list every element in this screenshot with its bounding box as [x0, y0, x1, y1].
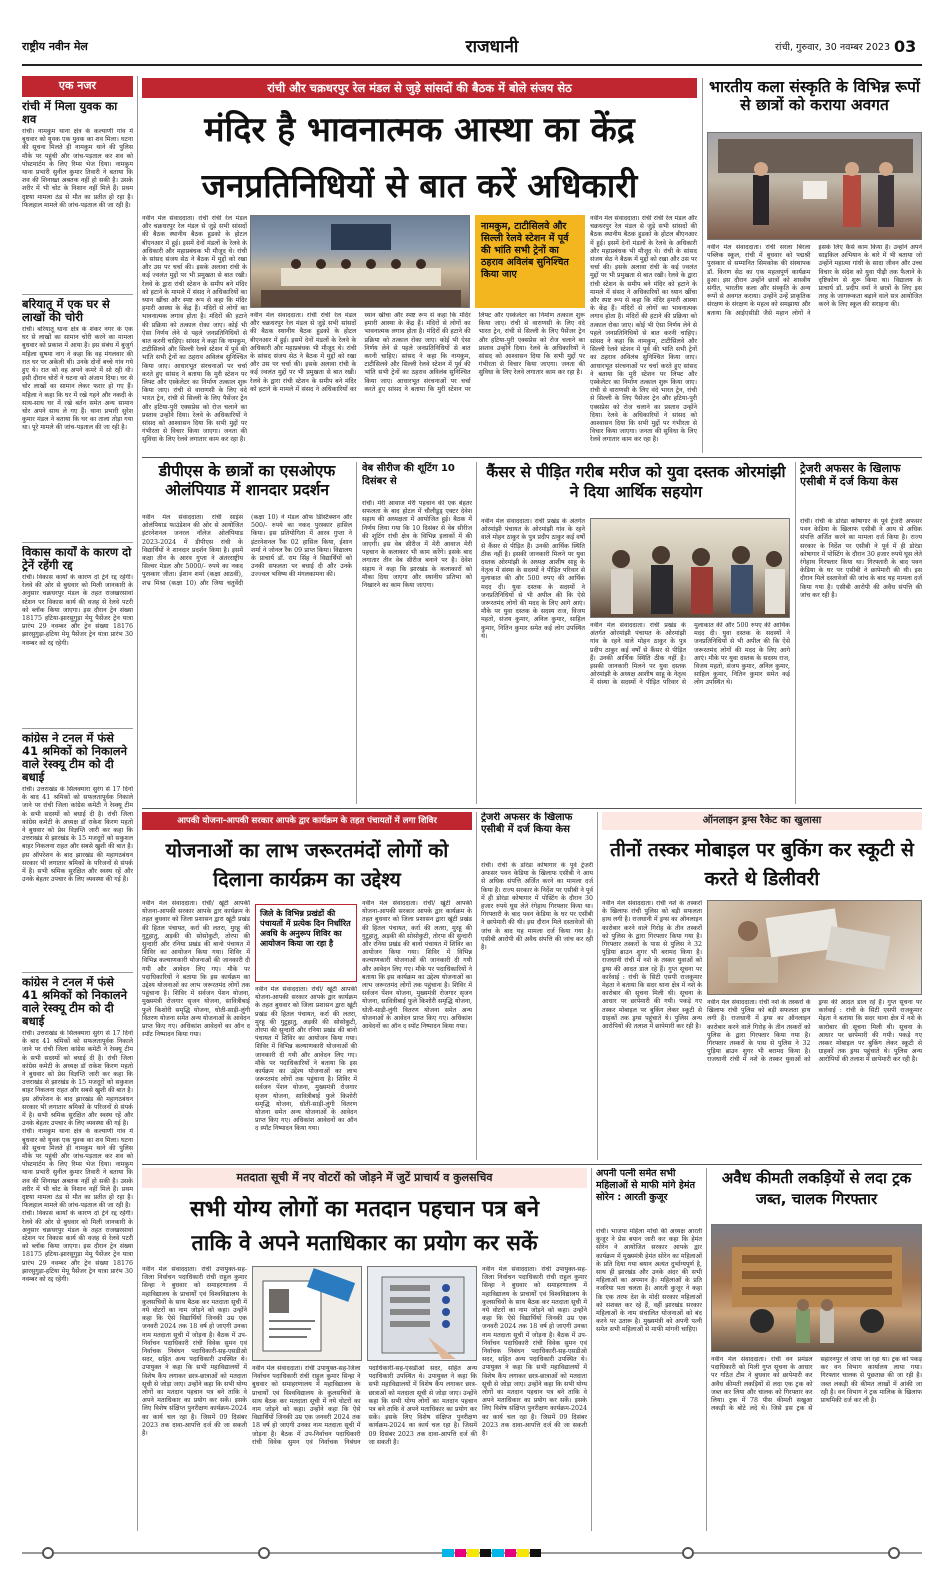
sidebar-item-body: रांची। बरियातू थाना क्षेत्र के शंकर नगर के एक घर से लाखों का सामान चोरी करने का मामला बुधवार को प्रकाश में आया है। इस संबंध में बुजुर्ग महिला सुषमा नाग ने कहा कि वह मंगलवार की रात घर पर अकेली थी। उनके दोनों बच्चे गांव गये हुए थे। रात को वह अपने कमरे में सो रही थी। इसी दौरान चोरों ने घटना को अंजाम दिया। घर से चोर लाखों का सामान लेकर फरार हो गए हैं। महिला ने कहा कि घर में रखे गहने और नकदी के साथ-साथ घर में रखे बर्तन समेत अन्य सामान चोर अपने साथ ले गए हैं। थाना प्रभारी सुरेश कुमार मंडल ने बताया कि घर का ताला तोड़ा गया था। पूरे मामले की जांच-पड़ताल की जा रही है।: [22, 326, 133, 432]
sidebar-item-body: रांची। नामकुम थाना क्षेत्र के कल्याणी गांव में बुधवार को युवक एक युवक का शव मिला। घटना की सूचना मिलते ही नामकुम थाने की पुलिस मौके पर पहुंची और जांच-पड़ताल कर शव को पोस्टमार्टम के लिए रिम्स भेज दिया। नामकुम थाना प्रभारी सुनील कुमार तिवारी ने बताया कि शव की शिनाख्त अबतक नहीं हो सकी है। उसके शरीर में भी चोट के निशान नहीं मिले हैं। प्रथम दृष्टया मामला ठंड से मौत का प्रतीत हो रहा है। फिलहाल मामले की जांच-पड़ताल की जा रही है।: [22, 128, 133, 209]
drug-headline: तीनों तस्कर मोबाइल पर बुकिंग कर स्कूटी से करते थे डिलीवरी: [610, 839, 914, 890]
art-headline: भारतीय कला संस्कृति के विभिन्न रूपों से छात्रों को कराया अवगत: [709, 78, 920, 114]
web-series-body: रांची। मेरी आवाज मेरी पहचान की एक बेहतर सफलता के बाद होटल में चौलीडूड् एक्टर देवेश सहाय की अध्यक्षता में आयोजित हुई। बैठक में निर्णय लिया गया कि 10 दिसंबर से वेब सीरीज की शूटिंग रांची क्षेत्र के विभिन्न इलाकों में की जाएगी। इस वेब सीरीज में मेरी आवाज मेरी पहचान के कलाकार भी काम करेंगे। इसके बाद लगातार तीन वेब सीरीज बनाने पर है। देवेश सहाय ने कहा कि झारखंड के कलाकारों को मौका दिया जाएगा और स्थानीय प्रतिभा को निखारने का काम किया जाएगा।: [362, 500, 472, 590]
voter-kicker: मतदाता सूची में नए वोटरों को जोड़ने में जुटें प्राचार्य व कुलसचिव: [142, 1168, 587, 1188]
color-swatch: [492, 1549, 504, 1557]
scheme-pull-quote: जिले के विभिन्न प्रखंडों की पंचायतों में प्रत्येक दिन निर्धारित अवधि के अनुरूप शिविर का आयोजन किया जा रहा है: [255, 904, 357, 982]
color-swatch: [480, 1549, 492, 1557]
dps-headline: डीपीएस के छात्रों का एसओएफ ओलंपियाड में शानदार प्रदर्शन: [158, 462, 336, 499]
masthead-rule: [22, 64, 922, 66]
registration-mark: [42, 1547, 54, 1559]
color-swatch: [505, 1549, 517, 1557]
treasury-body-repeat: रांची। रांची के डोरंडा कोषागार के पूर्व ट्रेजरी अफसर पवन केडिया के खिलाफ एसीबी ने आय से अधिक संपत्ति अर्जित करने का मामला दर्ज किया है। राज्य सरकार के निर्देश पर एसीबी ने पूर्व में ही डोरंडा कोषागार में पोस्टिंग के दौरान 30 हजार रुपये घूस लेते रंगेहाथ गिरफ्तार किया था। गिरफ्तारी के बाद पवन केडिया के घर पर एसीबी ने छापेमारी की थी। इस दौरान मिले दस्तावेजों की जांच के बाद यह मामला दर्ज किया गया है। एसीबी आरोपी की अवैध संपत्ति की जांच कर रही है।: [481, 862, 593, 952]
scheme-body-col3: नवीन मेल संवाददाता। रांची/ खूंटी आपकी योजना-आपकी सरकार आपके द्वार कार्यक्रम के तहत बुधवार को जिला प्रशासन द्वारा खूंटी प्रखंड की हितल पंचायत, कर्रा की लतरा, मुरहू की गुटुहातु, अड़की की सोसोकुटी, तोरपा की सुन्दारी और रनिया प्रखंड की बानो पंचायत में शिविर का आयोजन किया गया। शिविर में विभिन्न कल्याणकारी योजनाओं की जानकारी दी गयी और आवेदन लिए गए। मौके पर पदाधिकारियों ने बताया कि इस कार्यक्रम का उद्देश्य योजनाओं का लाभ जरूरतमंद लोगों तक पहुंचाना है। शिविर में सर्वजन पेंशन योजना, मुख्यमंत्री रोजगार सृजन योजना, सावित्रीबाई फुले किशोरी समृद्धि योजना, धोती-साड़ी-लुंगी वितरण योजना समेत अन्य योजनाओं के आवेदन प्राप्त किए गए। अधिकांश आवेदनों का ऑन द स्पॉट निष्पादन किया गया।: [362, 900, 472, 1031]
scheme-kicker: आपकी योजना-आपकी सरकार आपके द्वार कार्यक्रम के तहत पंचायतों में लगा शिविर: [142, 812, 472, 830]
sidebar: [22, 76, 133, 1531]
voting-machine-illustration: [368, 1267, 477, 1361]
registration-mark: [888, 1547, 900, 1559]
registration-mark: [682, 1547, 694, 1559]
art-event-illustration: [708, 133, 922, 240]
voter-headline-line1: सभी योग्य लोगों का मतदान पहचान पत्र बने: [189, 1197, 540, 1222]
lead-body-col1: नवीन मेल संवाददाता। रांची रांची रेल मंडल और चक्रधरपुर रेल मंडल से जुड़े सभी सांसदों की बैठक स्थानीय बैठक हुडको के होटल बीएनआर में हुई। इसमें देनों मंडलों के रेलवे के अधिकारी और महाप्रबंधक भी मौजूद थे। रांची के सांसद संजय सेठ ने बैठक में मुद्दों को रखा और उस पर चर्चा की। इसके अलावा रांची के कई ज्वलंत मुद्दों पर भी प्रमुखता से बात रखी। रेलवे के द्वारा रांची स्टेशन के समीप बने मंदिर को हटाने के मामले में संसद ने अधिकारियों का ध्यान खींचा और स्पष्ट रूप से कहा कि मंदिर हमारी आस्था के केंद्र हैं। मंदिरों से लोगों का भावनात्मक लगाव होता है। मंदिरों की हटाने की प्रक्रिया को तत्काल रोका जाए। कोई भी ऐसा निर्णय लेने से पहले जनप्रतिनिधियों से बात करनी चाहिए। सांसद ने कहा कि नामकुम, टाटीसिलवे और सिल्ली रेलवे स्टेशन में पूर्व की भांति सभी ट्रेनों का ठहराव अविलंब सुनिश्चित किया जाए। आधारभूत संरचनाओं पर चर्चा करते हुए सांसद ने बताया कि मुरी स्टेशन पर लिफ्ट और एस्केलेटर का निर्माण तत्काल शुरू किया जाए। रांची से वाराणसी के लिए वंदे भारत ट्रेन, रांची से सिल्ली के लिए पैसेंजर ट्रेन और हटिया-पुरी एक्सप्रेस को रोज चलाने का प्रस्ताव उन्होंने दिया। रेलवे के अधिकारियों ने सांसद को आश्वासन दिया कि सभी मुद्दों पर गंभीरता से विचार किया जाएगा। जनता की सुविधा के लिए रेलवे लगातार काम कर रहा है।: [142, 215, 247, 444]
voting-machine-graphic: [367, 1266, 477, 1361]
lead-body-col5: नवीन मेल संवाददाता। रांची रांची रेल मंडल और चक्रधरपुर रेल मंडल से जुड़े सभी सांसदों की बैठक स्थानीय बैठक हुडको के होटल बीएनआर में हुई। इसमें देनों मंडलों के रेलवे के अधिकारी और महाप्रबंधक भी मौजूद थे। रांची के सांसद संजय सेठ ने बैठक में मुद्दों को रखा और उस पर चर्चा की। इसके अलावा रांची के कई ज्वलंत मुद्दों पर भी प्रमुखता से बात रखी। रेलवे के द्वारा रांची स्टेशन के समीप बने मंदिर को हटाने के मामले में संसद ने अधिकारियों का ध्यान खींचा और स्पष्ट रूप से कहा कि मंदिर हमारी आस्था के केंद्र हैं। मंदिरों से लोगों का भावनात्मक लगाव होता है। मंदिरों की हटाने की प्रक्रिया को तत्काल रोका जाए। कोई भी ऐसा निर्णय लेने से पहले जनप्रतिनिधियों से बात करनी चाहिए। सांसद ने कहा कि नामकुम, टाटीसिलवे और सिल्ली रेलवे स्टेशन में पूर्व की भांति सभी ट्रेनों का ठहराव अविलंब सुनिश्चित किया जाए। आधारभूत संरचनाओं पर चर्चा करते हुए सांसद ने बताया कि मुरी स्टेशन पर लिफ्ट और एस्केलेटर का निर्माण तत्काल शुरू किया जाए। रांची से वाराणसी के लिए वंदे भारत ट्रेन, रांची से सिल्ली के लिए पैसेंजर ट्रेन और हटिया-पुरी एक्सप्रेस को रोज चलाने का प्रस्ताव उन्होंने दिया। रेलवे के अधिकारियों ने सांसद को आश्वासन दिया कि सभी मुद्दों पर गंभीरता से विचार किया जाएगा। जनता की सुविधा के लिए रेलवे लगातार काम कर रहा है।: [590, 215, 697, 444]
dateline: रांची, गुरुवार, 30 नवम्बर 2023: [775, 42, 890, 53]
sidebar-item-headline: कांग्रेस ने टनल में फंसे 41 श्रमिकों को निकालने वाले रेस्क्यू टीम को दी बधाई: [22, 732, 127, 784]
women-headline: अपनी पत्नी समेत सभी महिलाओं से माफी मांगे हेमंत सोरेन : आरती कुजूर: [596, 1168, 696, 1203]
sidebar-item: [22, 732, 133, 968]
color-swatch: [467, 1549, 479, 1557]
timber-headline: अवैध कीमती लकड़ियों से लदा ट्रक जब्त, चालक गिरफ्तार: [721, 1169, 912, 1208]
meeting-photo: [250, 215, 470, 308]
sidebar-item-headline: रांची में मिला युवक का शव: [22, 100, 118, 126]
sidebar-item-body: रांची। विकास कार्यों के कारण दो ट्रेनें रद्द रहेंगी। रेलवे की ओर से बुधवार को मिली जानकारी के अनुसार चक्रधरपुर मंडल के तहत राजखरसावां स्टेशन पर विकास कार्य की वजह से रेलवे पटरी को ब्लॉक किया जाएगा। इस दौरान ट्रेन संख्या 18175 हटिया-झारसुगुड़ा मेमू पैसेंजर ट्रेन यात्रा प्रारंभ 29 नवम्बर और ट्रेन संख्या 18176 झारसुगुड़ा-हटिया मेमू पैसेंजर ट्रेन यात्रा प्रारंभ 30 नवम्बर को रद्द रहेगी।: [22, 1210, 133, 1284]
voter-id-card-graphic: [252, 1266, 362, 1361]
timber-body: नवीन मेल संवाददाता। रांची वन प्रमंडल पदाधिकारी को मिली गुप्त सूचना के आधार पर गठित टीम ने बुधवार को छापेमारी कर अवैध कीमती लकड़ियों से लदा एक ट्रक को जब्त कर लिया और चालक को गिरफ्तार कर लिया। ट्रक में 78 पीस कीमती सखुआ लकड़ी के बोटे लदे थे। जिसे इस ट्रक से सहारनपुर ले जाया जा रहा था। ट्रक को पकड़ कर वन विभाग कार्यालय लाया गया। गिरफ्तार चालक से पूछताछ की जा रही है। जब्त लकड़ी की कीमत लाखों में आंकी जा रही है। वन विभाग ने ट्रक मालिक के खिलाफ प्राथमिकी दर्ज कर ली है।: [711, 1356, 922, 1413]
web-series-headline: वेब सीरीज की शूटिंग 10 दिसंबर से: [362, 463, 455, 487]
sidebar-item-body: रांची। उत्तराखंड के सिलक्यारा सुरंग से 17 दिनों के बाद 41 श्रमिकों को सफलतापूर्वक निकाले जाने पर रांची जिला कांग्रेस कमेटी ने रेस्क्यू टीम के सभी सदस्यों को बधाई दी है। रांची जिला कांग्रेस कमेटी के अध्यक्ष डॉ राकेश किरण महतो ने बुधवार को प्रेस विज्ञप्ति जारी कर कहा कि उत्तराखंड से झारखंड के 15 मजदूरों को सकुशल बाहर निकलना राहत और सबसे खुशी की बात है। इस ऑपरेशन के बाद झारखंड की महागठबंधन सरकार भी लगातार श्रमिकों के परिजनों से संपर्क में है। सभी श्रमिक सुरक्षित और स्वस्थ रहें और उनके बेहतर उपचार के लिए व्यवस्था की गई है।: [22, 1030, 133, 1128]
sidebar-item-headline: कांग्रेस ने टनल में फंसे 41 श्रमिकों को निकालने वाले रेस्क्यू टीम को दी बधाई: [22, 976, 127, 1028]
voter-body-col1: नवीन मेल संवाददाता। रांची उपायुक्त-सह-जिला निर्वाचन पदाधिकारी रांची राहुल कुमार सिन्हा ने बुधवार को समाहरणालय में महाविद्यालय के प्राचार्यों एवं विश्वविद्यालय के कुलसचिवों के साथ बैठक कर मतदाता सूची में नये वोटरों का नाम जोड़ने को कहा। उन्होंने कहा कि ऐसे विद्यार्थियों जिनकी उम्र एक जनवरी 2024 तक 18 वर्ष हो जाएगी उनका नाम मतदाता सूची में जोड़ना है। बैठक में उप-निर्वाचन पदाधिकारी रांची विवेक सुमन एवं निर्वाचक निबंधन पदाधिकारी-सह-एसडीओ सदर, सहित अन्य पदाधिकारी उपस्थित थे। उपायुक्त ने कहा कि सभी महाविद्यालयों में विशेष कैंप लगाकर छात्र-छात्राओं को मतदाता सूची से जोड़ा जाए। उन्होंने कहा कि सभी योग्य लोगों का मतदान पहचान पत्र बने ताकि वे अपने मताधिकार का प्रयोग कर सकें। इसके लिए विशेष संक्षिप्त पुनरीक्षण कार्यक्रम-2024 का कार्य चल रहा है। जिसमें 09 दिसंबर 2023 तक दावा-आपत्ति दर्ज की जा सकती है।: [142, 1266, 247, 1438]
cancer-aid-photo: [590, 518, 790, 618]
sidebar-item-body: रांची। उत्तराखंड के सिलक्यारा सुरंग से 17 दिनों के बाद 41 श्रमिकों को सफलतापूर्वक निकाले जाने पर रांची जिला कांग्रेस कमेटी ने रेस्क्यू टीम के सभी सदस्यों को बधाई दी है। रांची जिला कांग्रेस कमेटी के अध्यक्ष डॉ राकेश किरण महतो ने बुधवार को प्रेस विज्ञप्ति जारी कर कहा कि उत्तराखंड से झारखंड के 15 मजदूरों को सकुशल बाहर निकलना राहत और सबसे खुशी की बात है। इस ऑपरेशन के बाद झारखंड की महागठबंधन सरकार भी लगातार श्रमिकों के परिजनों से संपर्क में है। सभी श्रमिक सुरक्षित और स्वस्थ रहें और उनके बेहतर उपचार के लिए व्यवस्था की गई है।: [22, 786, 133, 884]
seized-drugs-photo: [707, 900, 922, 995]
sidebar-label: एक नजर: [22, 76, 133, 96]
cancer-headline: कैंसर से पीड़ित गरीब मरीज को युवा दस्तक ओरमांझी ने दिया आर्थिक सहयोग: [486, 463, 786, 501]
paper-logo: राष्ट्रीय नवीन मेल: [22, 40, 88, 53]
treasury-headline-repeat: ट्रेजरी अफसर के खिलाफ एसीबी में दर्ज किया केस: [481, 812, 573, 835]
seized-truck-photo: [711, 1224, 922, 1352]
treasury-headline: ट्रेजरी अफसर के खिलाफ एसीबी में दर्ज किया केस: [800, 462, 901, 488]
voter-id-card-illustration: [253, 1267, 362, 1361]
page-number: 03: [894, 37, 917, 56]
cancer-aid-illustration: [591, 519, 790, 618]
voter-body-col4: नवीन मेल संवाददाता। रांची उपायुक्त-सह-जिला निर्वाचन पदाधिकारी रांची राहुल कुमार सिन्हा ने बुधवार को समाहरणालय में महाविद्यालय के प्राचार्यों एवं विश्वविद्यालय के कुलसचिवों के साथ बैठक कर मतदाता सूची में नये वोटरों का नाम जोड़ने को कहा। उन्होंने कहा कि ऐसे विद्यार्थियों जिनकी उम्र एक जनवरी 2024 तक 18 वर्ष हो जाएगी उनका नाम मतदाता सूची में जोड़ना है। बैठक में उप-निर्वाचन पदाधिकारी रांची विवेक सुमन एवं निर्वाचक निबंधन पदाधिकारी-सह-एसडीओ सदर, सहित अन्य पदाधिकारी उपस्थित थे। उपायुक्त ने कहा कि सभी महाविद्यालयों में विशेष कैंप लगाकर छात्र-छात्राओं को मतदाता सूची से जोड़ा जाए। उन्होंने कहा कि सभी योग्य लोगों का मतदान पहचान पत्र बने ताकि वे अपने मताधिकार का प्रयोग कर सकें। इसके लिए विशेष संक्षिप्त पुनरीक्षण कार्यक्रम-2024 का कार्य चल रहा है। जिसमें 09 दिसंबर 2023 तक दावा-आपत्ति दर्ज की जा सकती है।: [482, 1266, 587, 1438]
art-body: नवीन मेल संवाददाता। रांची सरला बिरला पब्लिक स्कूल, रांची में बुधवार को पद्मश्री पुरस्कार से सम्मानित सिमकोक की संस्थापक डॉ. किरण सेठ का एक महत्वपूर्ण कार्यक्रम हुआ। इस दौरान उन्होंने छात्रों को शास्त्रीय संगीत, भारतीय कला और संस्कृति के अन्य रूपों से अवगत कराया। उन्होंने उन्हें प्राकृतिक संरक्षण के संरक्षण के महत्व को समझाया और बताया कि आईएसीडी जैसे महान लोगों ने इसके लिए कैसे काम किया है। उन्होंने अपने साइकिल अभियान के बारे में भी बताया जो उन्होंने महात्मा गांधी के सादा जीवन और उच्च विचार के संदेश को युवा पीढ़ी तक फैलाने के दृष्टिकोण से शुरू किया था। विद्यालय के प्राचार्य डॉ. प्रदीप वर्मा ने छात्रों के लिए इस तरह के जागरूकता बढ़ाने वाले सत्र आयोजित करने के लिए स्कूल की सराहना की।: [707, 244, 922, 317]
drug-kicker: ऑनलाइन ड्रग्स रैकेट का खुलासा: [602, 812, 922, 830]
lead-headline-line1: मंदिर है भावनात्मक आस्था का केंद्र: [204, 110, 635, 150]
section-title: राजधानी: [465, 37, 519, 57]
scheme-body-col1: नवीन मेल संवाददाता। रांची/ खूंटी आपकी योजना-आपकी सरकार आपके द्वार कार्यक्रम के तहत बुधवार को जिला प्रशासन द्वारा खूंटी प्रखंड की हितल पंचायत, कर्रा की लतरा, मुरहू की गुटुहातु, अड़की की सोसोकुटी, तोरपा की सुन्दारी और रनिया प्रखंड की बानो पंचायत में शिविर का आयोजन किया गया। शिविर में विभिन्न कल्याणकारी योजनाओं की जानकारी दी गयी और आवेदन लिए गए। मौके पर पदाधिकारियों ने बताया कि इस कार्यक्रम का उद्देश्य योजनाओं का लाभ जरूरतमंद लोगों तक पहुंचाना है। शिविर में सर्वजन पेंशन योजना, मुख्यमंत्री रोजगार सृजन योजना, सावित्रीबाई फुले किशोरी समृद्धि योजना, धोती-साड़ी-लुंगी वितरण योजना समेत अन्य योजनाओं के आवेदन प्राप्त किए गए। अधिकांश आवेदनों का ऑन द स्पॉट निष्पादन किया गया।: [142, 900, 250, 1039]
sidebar-item: [22, 546, 133, 724]
lead-kicker: रांची और चक्रधरपुर रेल मंडल से जुड़े सांसदों की बैठक में बोले संजय सेठ: [142, 78, 697, 98]
color-swatch: [442, 1549, 454, 1557]
sidebar-item: [22, 100, 133, 290]
art-event-photo: [707, 132, 922, 240]
sidebar-item: [22, 298, 133, 538]
women-body: रांची। भाजपा महिला मोर्चा की अध्यक्ष आरती कुजूर ने प्रेस बयान जारी कर कहा कि हेमंत सोरेन ने आयोजित सरकार आपके द्वार कार्यक्रम में मुख्यमंत्री हेमंत सोरेन का महिलाओं के प्रति दिया गया बयान अत्यंत दुर्भाग्यपूर्ण है, साथ ही झारखंड और उनके अंदर की सभी महिलाओं का अपमान है। महिलाओं के प्रति नजरिया पता चलता है। आरती कुजूर ने कहा कि एक तरफ देश के मोदी सरकार महिलाओं को सशक्त कर रहे हैं, वहीं झारखंड सरकार महिलाओं के नाम संचालित योजनाओं को बंद करने पर उतारू है। मुख्यमंत्री को अपनी पत्नी समेत सभी महिलाओं से माफी मांगनी चाहिए।: [596, 1228, 702, 1334]
scheme-headline: योजनाओं का लाभ जरूरतमंदों लोगों को दिलाना कार्यक्रम का उद्देश्य: [165, 839, 449, 891]
lead-body-lower: नवीन मेल संवाददाता। रांची रांची रेल मंडल और चक्रधरपुर रेल मंडल से जुड़े सभी सांसदों की बैठक स्थानीय बैठक हुडको के होटल बीएनआर में हुई। इसमें देनों मंडलों के रेलवे के अधिकारी और महाप्रबंधक भी मौजूद थे। रांची के सांसद संजय सेठ ने बैठक में मुद्दों को रखा और उस पर चर्चा की। इसके अलावा रांची के कई ज्वलंत मुद्दों पर भी प्रमुखता से बात रखी। रेलवे के द्वारा रांची स्टेशन के समीप बने मंदिर को हटाने के मामले में संसद ने अधिकारियों का ध्यान खींचा और स्पष्ट रूप से कहा कि मंदिर हमारी आस्था के केंद्र हैं। मंदिरों से लोगों का भावनात्मक लगाव होता है। मंदिरों की हटाने की प्रक्रिया को तत्काल रोका जाए। कोई भी ऐसा निर्णय लेने से पहले जनप्रतिनिधियों से बात करनी चाहिए। सांसद ने कहा कि नामकुम, टाटीसिलवे और सिल्ली रेलवे स्टेशन में पूर्व की भांति सभी ट्रेनों का ठहराव अविलंब सुनिश्चित किया जाए। आधारभूत संरचनाओं पर चर्चा करते हुए सांसद ने बताया कि मुरी स्टेशन पर लिफ्ट और एस्केलेटर का निर्माण तत्काल शुरू किया जाए। रांची से वाराणसी के लिए वंदे भारत ट्रेन, रांची से सिल्ली के लिए पैसेंजर ट्रेन और हटिया-पुरी एक्सप्रेस को रोज चलाने का प्रस्ताव उन्होंने दिया। रेलवे के अधिकारियों ने सांसद को आश्वासन दिया कि सभी मुद्दों पर गंभीरता से विचार किया जाएगा। जनता की सुविधा के लिए रेलवे लगातार काम कर रहा है।: [250, 312, 585, 393]
voter-body-lower: नवीन मेल संवाददाता। रांची उपायुक्त-सह-जिला निर्वाचन पदाधिकारी रांची राहुल कुमार सिन्हा ने बुधवार को समाहरणालय में महाविद्यालय के प्राचार्यों एवं विश्वविद्यालय के कुलसचिवों के साथ बैठक कर मतदाता सूची में नये वोटरों का नाम जोड़ने को कहा। उन्होंने कहा कि ऐसे विद्यार्थियों जिनकी उम्र एक जनवरी 2024 तक 18 वर्ष हो जाएगी उनका नाम मतदाता सूची में जोड़ना है। बैठक में उप-निर्वाचन पदाधिकारी रांची विवेक सुमन एवं निर्वाचक निबंधन पदाधिकारी-सह-एसडीओ सदर, सहित अन्य पदाधिकारी उपस्थित थे। उपायुक्त ने कहा कि सभी महाविद्यालयों में विशेष कैंप लगाकर छात्र-छात्राओं को मतदाता सूची से जोड़ा जाए। उन्होंने कहा कि सभी योग्य लोगों का मतदान पहचान पत्र बने ताकि वे अपने मताधिकार का प्रयोग कर सकें। इसके लिए विशेष संक्षिप्त पुनरीक्षण कार्यक्रम-2024 का कार्य चल रहा है। जिसमें 09 दिसंबर 2023 तक दावा-आपत्ति दर्ज की जा सकती है।: [252, 1365, 477, 1446]
sidebar-item-headline: बरियातू में एक घर से लाखों की चोरी: [22, 298, 110, 324]
color-swatch: [530, 1549, 542, 1557]
sidebar-item-body: रांची। विकास कार्यों के कारण दो ट्रेनें रद्द रहेंगी। रेलवे की ओर से बुधवार को मिली जानकारी के अनुसार चक्रधरपुर मंडल के तहत राजखरसावां स्टेशन पर विकास कार्य की वजह से रेलवे पटरी को ब्लॉक किया जाएगा। इस दौरान ट्रेन संख्या 18175 हटिया-झारसुगुड़ा मेमू पैसेंजर ट्रेन यात्रा प्रारंभ 29 नवम्बर और ट्रेन संख्या 18176 झारसुगुड़ा-हटिया मेमू पैसेंजर ट्रेन यात्रा प्रारंभ 30 नवम्बर को रद्द रहेगी।: [22, 574, 133, 647]
sidebar-item-headline: विकास कार्यों के कारण दो ट्रेनें रहेंगी रद्द: [22, 546, 132, 572]
registration-mark: [258, 1547, 270, 1559]
sidebar-item-body: रांची। नामकुम थाना क्षेत्र के कल्याणी गांव में बुधवार को युवक एक युवक का शव मिला। घटना की सूचना मिलते ही नामकुम थाने की पुलिस मौके पर पहुंची और जांच-पड़ताल कर शव को पोस्टमार्टम के लिए रिम्स भेज दिया। नामकुम थाना प्रभारी सुनील कुमार तिवारी ने बताया कि शव की शिनाख्त अबतक नहीं हो सकी है। उसके शरीर में भी चोट के निशान नहीं मिले हैं। प्रथम दृष्टया मामला ठंड से मौत का प्रतीत हो रहा है। फिलहाल मामले की जांच-पड़ताल की जा रही है।: [22, 1128, 133, 1210]
cancer-body-col1: नवीन मेल संवाददाता। रांची प्रखंड के अंतर्गत ओरमांझी पंचायत के ओरमांझी गांव के रहने वाले मोहन ठाकुर के पुत्र प्रदीप ठाकुर कई वर्षों से कैंसर से पीड़ित हैं। उनकी आर्थिक स्थिति ठीक नहीं है। इसकी जानकारी मिलने पर युवा दस्तक ओरमांझी के अध्यक्ष आशीष साहू के नेतृत्व में संस्था के सदस्यों ने पीड़ित परिवार से मुलाकात की और 500 रुपए की आर्थिक मदद दी। युवा दस्तक के सदस्यों ने जनप्रतिनिधियों से भी अपील की कि ऐसे जरूरतमंद लोगों की मदद के लिए आगे आएं। मौके पर युवा दस्तक के सदस्य राज, विजय महतो, संजय कुमार, अनिल कुमार, साहिल कुमार, नितिन कुमार समेत कई लोग उपस्थित थे।: [481, 518, 585, 640]
masthead: [22, 30, 922, 70]
voter-headline-line2: ताकि वे अपने मताधिकार का प्रयोग कर सकें: [191, 1231, 538, 1256]
color-swatches: [442, 1549, 542, 1557]
seized-truck-illustration: [712, 1225, 922, 1352]
seized-drugs-illustration: [708, 901, 922, 995]
footer-registration-bar: [22, 1543, 922, 1563]
meeting-photo-illustration: [251, 216, 470, 308]
drug-body-lower: नवीन मेल संवाददाता। रांची नशे के तस्करों के खिलाफ रांची पुलिस को बड़ी सफलता हाथ लगी है। राजधानी में ड्रग्स का ऑनलाइन कारोबार करने वाले गिरोह के तीन तस्करों को पुलिस के द्वारा गिरफ्तार किया गया है। गिरफ्तार तस्करों के पास से पुलिस ने 32 पुड़िया ब्राउन शुगर भी बरामद किया है। राजधानी रांची में नशे के तस्कर युवाओं को ड्रग्स की आदत डाल रहे हैं। गुप्त सूचना पर कार्रवाई : रांची के सिटी एसपी राजकुमार मेहता ने बताया कि सदर थाना क्षेत्र में नशे के कारोबार की सूचना मिली थी। सूचना के आधार पर छापेमारी की गयी। पकड़े गए तस्कर मोबाइल पर बुकिंग लेकर स्कूटी से ग्राहकों तक ड्रग्स पहुंचाते थे। पुलिस अन्य आरोपियों की तलाश में छापेमारी कर रही है।: [707, 999, 922, 1064]
drug-body-col1: नवीन मेल संवाददाता। रांची नशे के तस्करों के खिलाफ रांची पुलिस को बड़ी सफलता हाथ लगी है। राजधानी में ड्रग्स का ऑनलाइन कारोबार करने वाले गिरोह के तीन तस्करों को पुलिस के द्वारा गिरफ्तार किया गया है। गिरफ्तार तस्करों के पास से पुलिस ने 32 पुड़िया ब्राउन शुगर भी बरामद किया है। राजधानी रांची में नशे के तस्कर युवाओं को ड्रग्स की आदत डाल रहे हैं। गुप्त सूचना पर कार्रवाई : रांची के सिटी एसपी राजकुमार मेहता ने बताया कि सदर थाना क्षेत्र में नशे के कारोबार की सूचना मिली थी। सूचना के आधार पर छापेमारी की गयी। पकड़े गए तस्कर मोबाइल पर बुकिंग लेकर स्कूटी से ग्राहकों तक ड्रग्स पहुंचाते थे। पुलिस अन्य आरोपियों की तलाश में छापेमारी कर रही है।: [602, 900, 702, 1031]
cancer-body-lower: नवीन मेल संवाददाता। रांची प्रखंड के अंतर्गत ओरमांझी पंचायत के ओरमांझी गांव के रहने वाले मोहन ठाकुर के पुत्र प्रदीप ठाकुर कई वर्षों से कैंसर से पीड़ित हैं। उनकी आर्थिक स्थिति ठीक नहीं है। इसकी जानकारी मिलने पर युवा दस्तक ओरमांझी के अध्यक्ष आशीष साहू के नेतृत्व में संस्था के सदस्यों ने पीड़ित परिवार से मुलाकात की और 500 रुपए की आर्थिक मदद दी। युवा दस्तक के सदस्यों ने जनप्रतिनिधियों से भी अपील की कि ऐसे जरूरतमंद लोगों की मदद के लिए आगे आएं। मौके पर युवा दस्तक के सदस्य राज, विजय महतो, संजय कुमार, अनिल कुमार, साहिल कुमार, नितिन कुमार समेत कई लोग उपस्थित थे।: [590, 622, 790, 687]
dps-body: नवीन मेल संवाददाता। रांची साइंस ओलंपियाड फाउंडेशन की ओर से आयोजित इंटरनेशनल जनरल नॉलेज ओलंपियाड 2023-2024 में डीपीएस रांची के विद्यार्थियों ने शानदार प्रदर्शन किया है। इसमें कक्षा तीन के आरव गुप्ता ने अंतरराष्ट्रीय सिल्वर मेडल और 5000/- रुपये का नकद पुरस्कार जीता। ईशान शर्मा (कक्षा आठवीं), शभ्र मिश्रा (कक्षा 10) और जिया चतुर्वेदी (कक्षा 10) ने मेडल ऑफ डिस्टिंक्शन और 500/- रुपये का नकद पुरस्कार हासिल किया। इस प्रतियोगिता में आरव गुप्ता ने इंटरनेशनल रैंक 02 हासिल किया, ईशान शर्मा ने जोनल रैंक 09 प्राप्त किया। विद्यालय के प्राचार्य डॉ. राम सिंह ने विद्यार्थियों को उनकी सफलता पर बधाई दी और उनके उज्ज्वल भविष्य की मंगलकामना की।: [142, 514, 352, 587]
lead-headline-line2: जनप्रतिनिधियों से बात करें अधिकारी: [201, 166, 638, 205]
color-swatch: [517, 1549, 529, 1557]
highlight-box: नामकुम, टाटीसिलवे और सिल्ली रेलवे स्टेशन में पूर्व की भांति सभी ट्रेनों का ठहराव अविलंब सुनिश्चित किया जाए: [475, 215, 585, 308]
sidebar-item: [22, 976, 133, 1531]
treasury-body: रांची। रांची के डोरंडा कोषागार के पूर्व ट्रेजरी अफसर पवन केडिया के खिलाफ एसीबी ने आय से अधिक संपत्ति अर्जित करने का मामला दर्ज किया है। राज्य सरकार के निर्देश पर एसीबी ने पूर्व में ही डोरंडा कोषागार में पोस्टिंग के दौरान 30 हजार रुपये घूस लेते रंगेहाथ गिरफ्तार किया था। गिरफ्तारी के बाद पवन केडिया के घर पर एसीबी ने छापेमारी की थी। इस दौरान मिले दस्तावेजों की जांच के बाद यह मामला दर्ज किया गया है। एसीबी आरोपी की अवैध संपत्ति की जांच कर रही है।: [800, 518, 922, 599]
scheme-body-col2b: नवीन मेल संवाददाता। रांची/ खूंटी आपकी योजना-आपकी सरकार आपके द्वार कार्यक्रम के तहत बुधवार को जिला प्रशासन द्वारा खूंटी प्रखंड की हितल पंचायत, कर्रा की लतरा, मुरहू की गुटुहातु, अड़की की सोसोकुटी, तोरपा की सुन्दारी और रनिया प्रखंड की बानो पंचायत में शिविर का आयोजन किया गया। शिविर में विभिन्न कल्याणकारी योजनाओं की जानकारी दी गयी और आवेदन लिए गए। मौके पर पदाधिकारियों ने बताया कि इस कार्यक्रम का उद्देश्य योजनाओं का लाभ जरूरतमंद लोगों तक पहुंचाना है। शिविर में सर्वजन पेंशन योजना, मुख्यमंत्री रोजगार सृजन योजना, सावित्रीबाई फुले किशोरी समृद्धि योजना, धोती-साड़ी-लुंगी वितरण योजना समेत अन्य योजनाओं के आवेदन प्राप्त किए गए। अधिकांश आवेदनों का ऑन द स्पॉट निष्पादन किया गया।: [255, 986, 357, 1133]
color-swatch: [455, 1549, 467, 1557]
